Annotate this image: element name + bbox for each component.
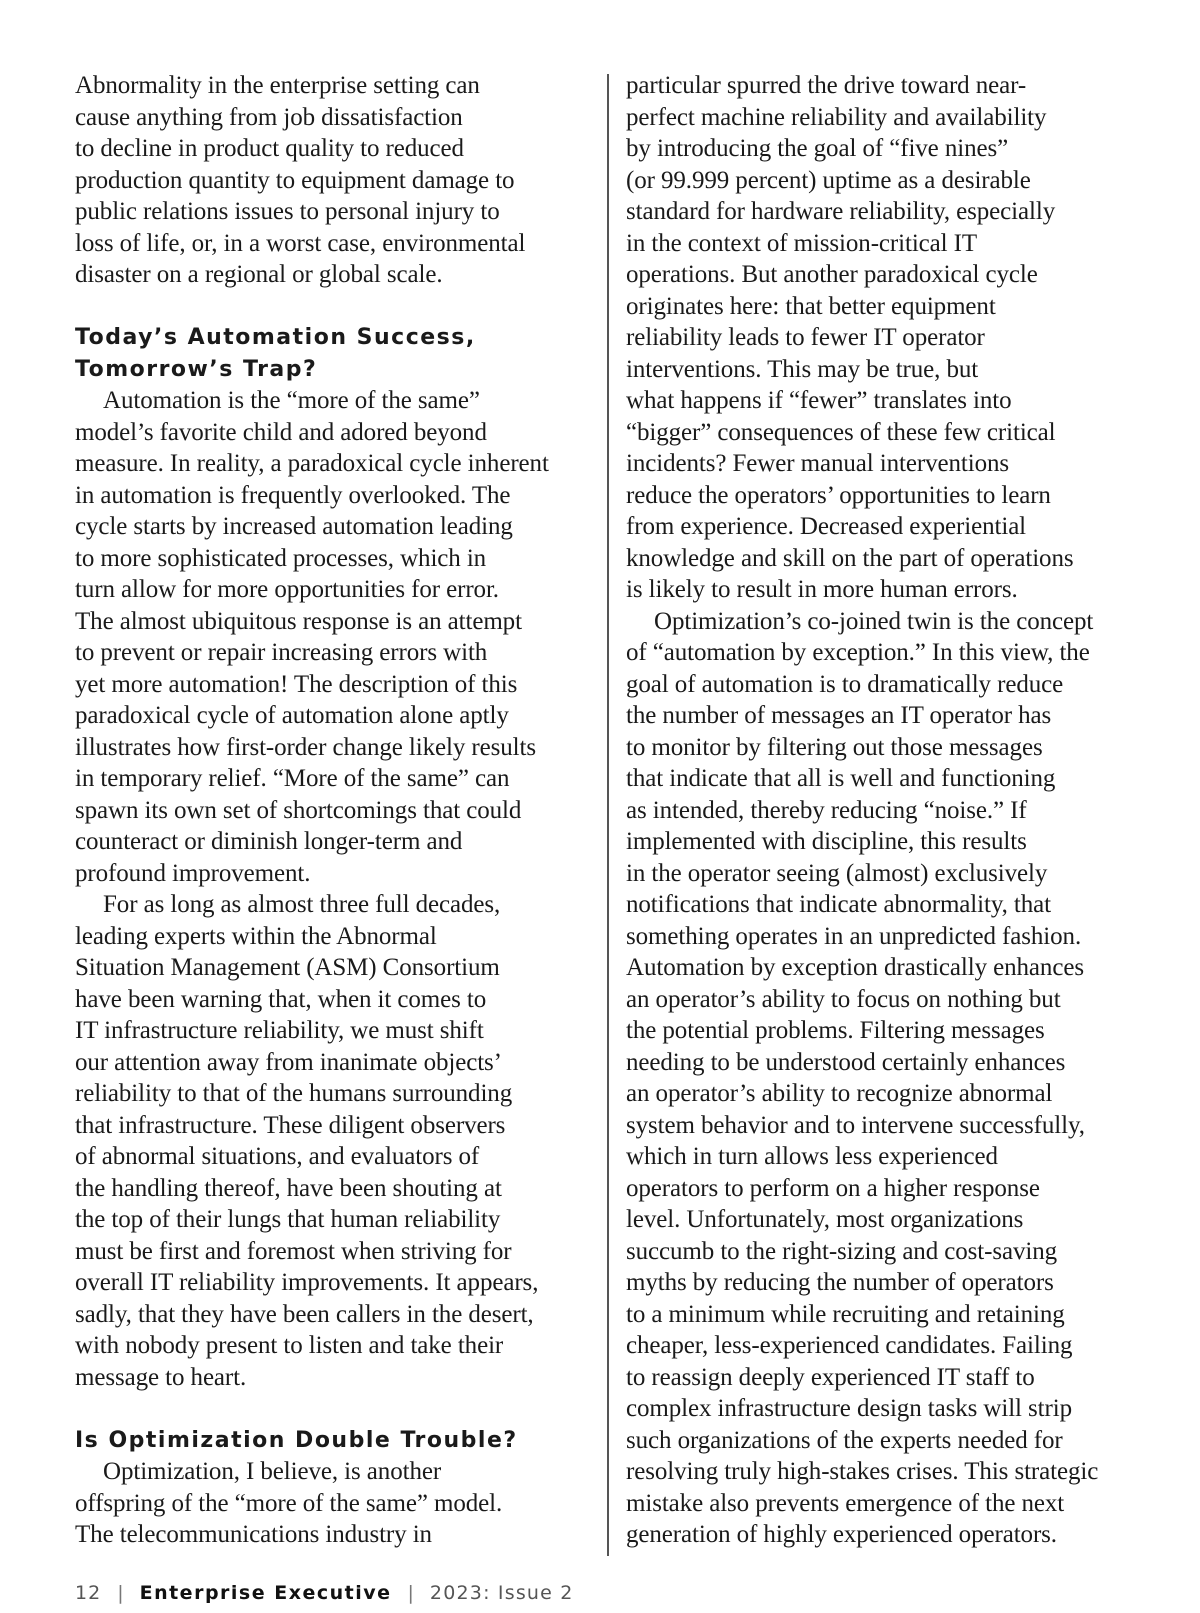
text-line: in the operator seeing (almost) exclusively	[626, 859, 1048, 887]
heading-optimization	[75, 1425, 595, 1457]
issue-label: 2023: Issue 2	[429, 1582, 574, 1604]
text-line: profound improvement.	[75, 859, 311, 887]
text-line: counteract or diminish longer-term and	[75, 828, 463, 855]
text-line: goal of automation is to dramatically reduce	[626, 670, 1064, 698]
text-line: standard for hardware reliability, especially	[626, 198, 1056, 225]
text-line: Optimization’s co-joined twin is the concept	[654, 607, 1094, 635]
text-line: reliability leads to fewer IT operator	[626, 324, 985, 351]
paragraph-asm-consortium	[75, 889, 595, 1393]
text-line: what happens if “fewer” translates into	[626, 387, 1012, 414]
text-line: reduce the operators’ opportunities to learn	[626, 481, 1051, 509]
text-line: particular spurred the drive toward near-	[626, 72, 1027, 99]
text-line: such organizations of the experts needed for	[626, 1426, 1063, 1454]
text-line: yet more automation! The description of this	[75, 670, 518, 698]
text-line: the potential problems. Filtering messages	[626, 1017, 1045, 1044]
text-line: cycle starts by increased automation leading	[75, 513, 513, 540]
text-line: disaster on a regional or global scale.	[75, 261, 443, 288]
text-line: must be first and foremost when striving for	[75, 1237, 512, 1265]
text-line: reliability to that of the humans surrounding	[75, 1080, 513, 1107]
text-line: Optimization, I believe, is another	[103, 1458, 442, 1485]
text-line: an operator’s ability to recognize abnormal	[626, 1080, 1053, 1107]
text-line: to reassign deeply experienced IT staff to	[626, 1363, 1035, 1391]
text-line: have been warning that, when it comes to	[75, 985, 487, 1013]
paragraph-automation	[75, 385, 595, 889]
paragraph-optimization	[75, 1456, 595, 1551]
text-line: measure. In reality, a paradoxical cycle inherent	[75, 450, 549, 477]
text-line: operations. But another paradoxical cycle	[626, 261, 1038, 288]
text-line: overall IT reliability improvements. It appears,	[75, 1269, 539, 1296]
text-line: The telecommunications industry in	[75, 1521, 432, 1548]
paragraph-abnormality	[75, 70, 595, 291]
text-line: mistake also prevents emergence of the next	[626, 1489, 1065, 1517]
left-column	[75, 70, 595, 1551]
text-line: the top of their lungs that human reliability	[75, 1206, 501, 1233]
text-line: system behavior and to intervene successfully,	[626, 1111, 1085, 1139]
text-line: cheaper, less-experienced candidates. Failing	[626, 1332, 1073, 1359]
text-line: with nobody present to listen and take their	[75, 1332, 504, 1359]
text-line: spawn its own set of shortcomings that could	[75, 796, 522, 824]
text-line: knowledge and skill on the part of operations	[626, 544, 1074, 572]
text-line: that indicate that all is well and functioning	[626, 765, 1056, 792]
heading-automation	[75, 322, 595, 385]
text-line: IT infrastructure reliability, we must shift	[75, 1017, 484, 1044]
text-line: public relations issues to personal injury to	[75, 198, 500, 225]
text-line: which in turn allows less experienced	[626, 1143, 998, 1170]
text-line: illustrates how first-order change likely results	[75, 733, 536, 761]
text-line: operators to perform on a higher response	[626, 1174, 1040, 1202]
text-line: notifications that indicate abnormality, that	[626, 891, 1052, 918]
text-line: as intended, thereby reducing “noise.” If	[626, 796, 1027, 824]
text-line: sadly, that they have been callers in the desert,	[75, 1300, 534, 1328]
text-line: The almost ubiquitous response is an attempt	[75, 607, 522, 635]
text-line: loss of life, or, in a worst case, environmental	[75, 229, 526, 257]
text-line: perfect machine reliability and availability	[626, 103, 1047, 131]
column-divider	[607, 74, 609, 1556]
text-line: to decline in product quality to reduced	[75, 135, 464, 162]
text-line: the handling thereof, have been shouting at	[75, 1174, 502, 1202]
text-line: level. Unfortunately, most organizations	[626, 1206, 1024, 1233]
section-heading-line: Is Optimization Double Trouble?	[75, 1427, 518, 1453]
text-line: an operator’s ability to focus on nothing but	[626, 985, 1061, 1013]
page-footer	[75, 1582, 574, 1604]
text-line: the number of messages an IT operator has	[626, 702, 1052, 729]
section-spacer	[75, 291, 595, 323]
paragraph-five-nines	[626, 70, 1146, 606]
text-line: needing to be understood certainly enhances	[626, 1048, 1066, 1076]
text-line: production quantity to equipment damage to	[75, 166, 515, 194]
page-number: 12	[75, 1582, 102, 1604]
text-line: Automation by exception drastically enhances	[626, 954, 1084, 981]
text-line: to monitor by filtering out those messages	[626, 733, 1043, 761]
text-line: succumb to the right-sizing and cost-saving	[626, 1237, 1058, 1265]
text-line: by introducing the goal of “five nines”	[626, 135, 1009, 162]
text-line: is likely to result in more human errors.	[626, 576, 1018, 603]
text-line: Abnormality in the enterprise setting can	[75, 72, 480, 99]
text-line: in automation is frequently overlooked. The	[75, 481, 511, 509]
text-line: offspring of the “more of the same” model.	[75, 1489, 503, 1517]
text-line: resolving truly high-stakes crises. This strategic	[626, 1458, 1099, 1485]
text-line: “bigger” consequences of these few critical	[626, 418, 1056, 446]
text-line: leading experts within the Abnormal	[75, 922, 437, 950]
text-line: generation of highly experienced operators.	[626, 1521, 1057, 1548]
text-line: our attention away from inanimate objects’	[75, 1048, 502, 1076]
text-line: cause anything from job dissatisfaction	[75, 103, 463, 131]
text-line: (or 99.999 percent) uptime as a desirable	[626, 166, 1031, 194]
text-line: incidents? Fewer manual interventions	[626, 450, 1009, 477]
paragraph-automation-by-exception	[626, 606, 1146, 1551]
text-line: of “automation by exception.” In this view, the	[626, 639, 1090, 666]
text-line: implemented with discipline, this results	[626, 828, 1027, 855]
section-heading-line: Today’s Automation Success,	[75, 325, 476, 350]
text-line: to more sophisticated processes, which in	[75, 544, 487, 572]
text-line: Situation Management (ASM) Consortium	[75, 954, 500, 981]
text-line: interventions. This may be true, but	[626, 355, 979, 383]
publication-name: Enterprise Executive	[139, 1582, 392, 1604]
text-line: For as long as almost three full decades,	[103, 891, 501, 918]
text-line: myths by reducing the number of operators	[626, 1269, 1054, 1296]
text-line: turn allow for more opportunities for error.	[75, 576, 499, 603]
text-line: from experience. Decreased experiential	[626, 513, 1027, 540]
text-line: in the context of mission-critical IT	[626, 229, 978, 257]
text-line: something operates in an unpredicted fashion.	[626, 922, 1082, 950]
text-line: model’s favorite child and adored beyond	[75, 418, 487, 446]
text-line: Automation is the “more of the same”	[103, 387, 480, 414]
text-line: to a minimum while recruiting and retaining	[626, 1300, 1065, 1328]
text-line: to prevent or repair increasing errors with	[75, 639, 488, 666]
footer-separator: |	[117, 1582, 124, 1604]
section-spacer	[75, 1393, 595, 1425]
footer-separator: |	[407, 1582, 414, 1604]
text-line: originates here: that better equipment	[626, 292, 996, 320]
text-line: that infrastructure. These diligent observers	[75, 1111, 506, 1139]
text-line: complex infrastructure design tasks will strip	[626, 1395, 1072, 1422]
text-line: paradoxical cycle of automation alone aptly	[75, 702, 509, 729]
text-line: of abnormal situations, and evaluators of	[75, 1143, 480, 1170]
text-line: in temporary relief. “More of the same” can	[75, 765, 510, 792]
right-column	[626, 70, 1146, 1551]
section-heading-line: Tomorrow’s Trap?	[75, 356, 318, 382]
text-line: message to heart.	[75, 1363, 247, 1391]
